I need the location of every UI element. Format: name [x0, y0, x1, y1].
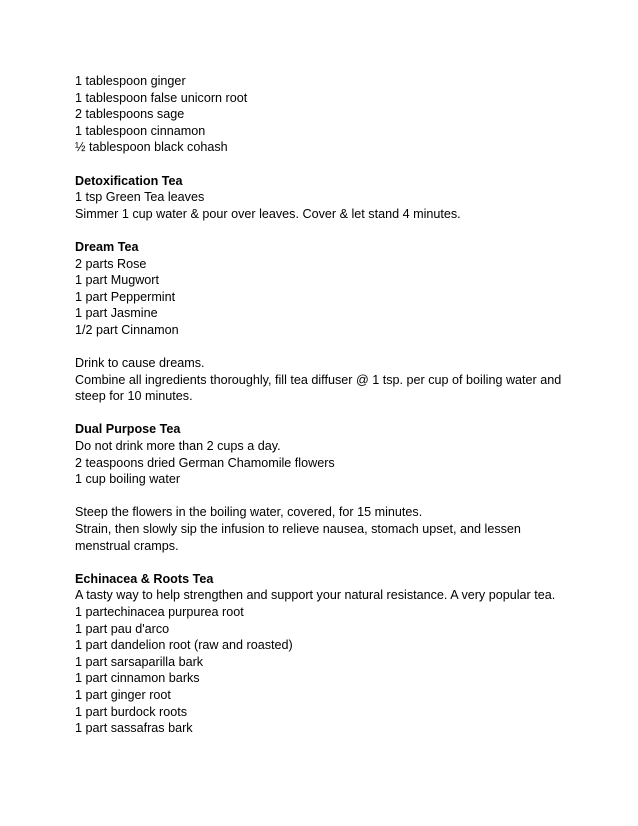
- ingredient-line: 1 partechinacea purpurea root: [75, 605, 244, 619]
- ingredient-line: 1 part sarsaparilla bark: [75, 654, 204, 669]
- recipe-line: 1 tsp Green Tea leaves: [75, 190, 205, 205]
- instruction-line: Steep the flowers in the boiling water, covered, for 15 minutes.: [75, 505, 423, 520]
- recipe-dream-tea: [75, 239, 595, 405]
- ingredient-line: 1 part Peppermint: [75, 289, 176, 304]
- ingredient-line: 1 part Jasmine: [75, 306, 158, 321]
- ingredient-line: 1 part ginger root: [75, 687, 171, 702]
- recipe-title: Dream Tea: [75, 239, 139, 254]
- paragraph-spacer: [75, 405, 595, 422]
- ingredient-line: 2 teaspoons dried German Chamomile flowers: [75, 455, 335, 470]
- ingredient-line: 1 part pau d'arco: [75, 621, 170, 636]
- instruction-line: Combine all ingredients thoroughly, fill tea diffuser @ 1 tsp. per cup of boiling water and: [75, 372, 562, 387]
- instruction-line: menstrual cramps.: [75, 538, 179, 553]
- recipe-detoxification-tea: [75, 173, 595, 223]
- instruction-line: Strain, then slowly sip the infusion to relieve nausea, stomach upset, and lessen: [75, 522, 521, 537]
- ingredient-line: 1 part sassafras bark: [75, 721, 193, 736]
- ingredient-line: 1 part burdock roots: [75, 704, 188, 719]
- ingredient-line: 1 part Mugwort: [75, 273, 159, 288]
- recipe-echinacea-roots-tea: [75, 571, 595, 737]
- recipe-description: A tasty way to help strengthen and support your natural resistance. A very popular tea.: [75, 588, 556, 603]
- ingredient-line: 2 parts Rose: [75, 256, 147, 271]
- recipe-dual-purpose-tea: [75, 421, 595, 554]
- ingredient-line: 1 part cinnamon barks: [75, 671, 200, 686]
- paragraph-spacer: [75, 156, 595, 173]
- ingredient-line: 2 tablespoons sage: [75, 107, 185, 122]
- instruction-line: steep for 10 minutes.: [75, 389, 193, 404]
- instruction-line: Drink to cause dreams.: [75, 356, 205, 371]
- recipe-title: Dual Purpose Tea: [75, 422, 181, 437]
- intro-ingredient-list: [75, 73, 595, 156]
- ingredient-line: 1 tablespoon cinnamon: [75, 123, 206, 138]
- recipe-title: Detoxification Tea: [75, 173, 183, 188]
- ingredient-line: 1 part dandelion root (raw and roasted): [75, 638, 293, 653]
- recipe-title: Echinacea & Roots Tea: [75, 571, 214, 586]
- ingredient-line: ½ tablespoon black cohash: [75, 140, 228, 155]
- paragraph-spacer: [75, 554, 595, 571]
- paragraph-spacer: [75, 488, 595, 505]
- paragraph-spacer: [75, 222, 595, 239]
- ingredient-line: Do not drink more than 2 cups a day.: [75, 439, 281, 454]
- document-page: [75, 73, 595, 737]
- ingredient-line: 1 tablespoon false unicorn root: [75, 90, 248, 105]
- ingredient-line: 1 tablespoon ginger: [75, 74, 186, 88]
- paragraph-spacer: [75, 339, 595, 356]
- ingredient-line: 1/2 part Cinnamon: [75, 322, 179, 337]
- recipe-line: Simmer 1 cup water & pour over leaves. Cover & let stand 4 minutes.: [75, 206, 461, 221]
- ingredient-line: 1 cup boiling water: [75, 472, 181, 487]
